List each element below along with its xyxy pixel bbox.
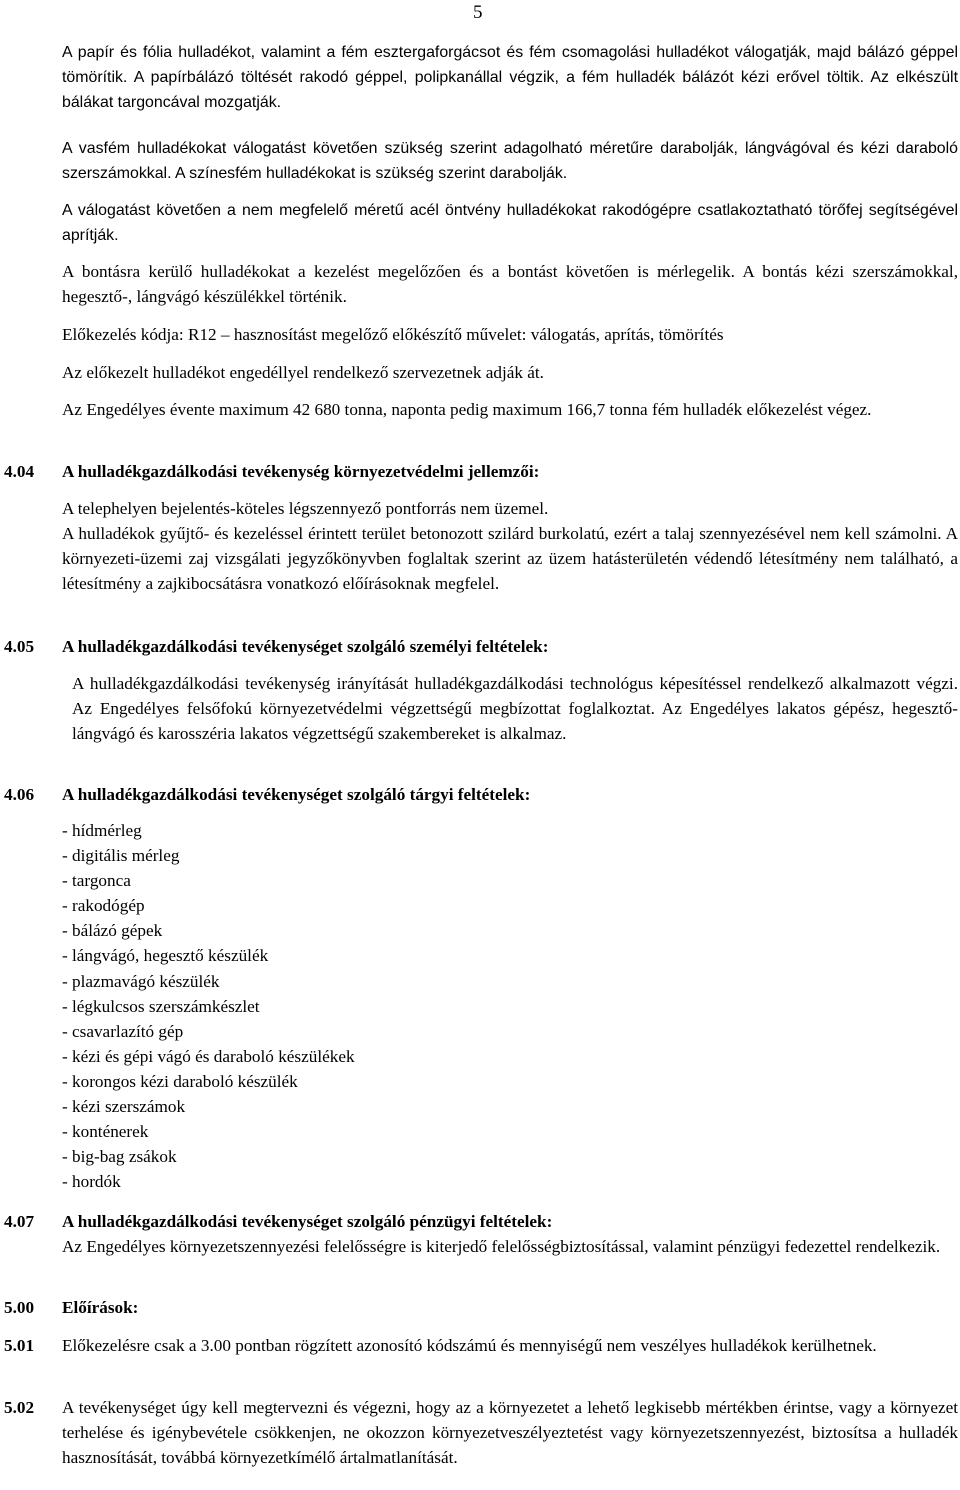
list-item: - targonca xyxy=(62,871,131,891)
section-heading-5-00 xyxy=(4,1295,138,1320)
section-5-02-body: A tevékenységet úgy kell megtervezni és végezni, hogy az a környezetet a lehető legkisebb mértékben érintse, vagy a környezet terhelése és igénybevétele csökkenjen, ne okozzon környezetveszélyeztetést vagy környezetszennyezést, biztosítsa a hulladék hasznosítását, továbbá környezetkímélő ártalmatlanítását. xyxy=(62,1398,958,1467)
paragraph-handover: Az előkezelt hulladékot engedéllyel rendelkező szervezetnek adják át. xyxy=(62,363,544,382)
list-item: - légkulcsos szerszámkészlet xyxy=(62,996,260,1016)
list-item: - lángvágó, hegesztő készülék xyxy=(62,946,269,966)
section-number: 5.02 xyxy=(4,1398,35,1417)
section-4-04-body: A hulladékok gyűjtő- és kezeléssel érintett terület betonozott szilárd burkolatú, ezért a talaj szennyezésével nem kell számolni. A környezeti-üzemi zaj vizsgálati jegyzőkönyvben foglaltak szerint az üzem hatásterületén védendő létesítmény nem található, a létesítmény a zajkibocsátásra vonatkozó előírásoknak megfelel. xyxy=(62,524,958,593)
page-number: 5 xyxy=(473,2,483,23)
equipment-list xyxy=(62,818,355,1194)
paragraph-baling: A papír és fólia hulladékot, valamint a fém esztergaforgácsot és fém csomagolási hulladékot válogatják, majd bálázó géppel tömörítik. A papírbálázó töltését rakodó géppel, polipkanállal végzik, a fém hulladék bálázót kézi erővel töltik. Az elkészült bálákat targoncával mozgatják. xyxy=(62,44,958,111)
section-4-05-body: A hulladékgazdálkodási tevékenység irányítását hulladékgazdálkodási technológus képesítéssel rendelkező alkalmazott végzi. Az Engedélyes felsőfokú környezetvédelmi végzettségű megbízottat foglalkoztat. Az Engedélyes lakatos gépész, hegesztő-lángvágó és karosszéria lakatos végzettségű szakembereket is alkalmaz. xyxy=(72,674,958,743)
section-number: 4.05 xyxy=(4,637,35,656)
list-item: - hordók xyxy=(62,1172,121,1192)
section-title: A hulladékgazdálkodási tevékenységet szolgáló személyi feltételek: xyxy=(62,637,549,656)
section-number: 5.01 xyxy=(4,1336,35,1355)
list-item: - rakodógép xyxy=(62,896,145,916)
paragraph-capacity: Az Engedélyes évente maximum 42 680 tonna, naponta pedig maximum 166,7 tonna fém hulladék előkezelést végez. xyxy=(62,400,872,419)
section-heading-4-07 xyxy=(4,1209,552,1234)
section-4-07-body: Az Engedélyes környezetszennyezési felelősségre is kiterjedő felelősségbiztosítással, valamint pénzügyi fedezettel rendelkezik. xyxy=(62,1237,941,1256)
section-number: 4.06 xyxy=(4,785,35,804)
paragraph-treatment-code: Előkezelés kódja: R12 – hasznosítást megelőző előkészítő művelet: válogatás, aprítás, tömörítés xyxy=(62,325,724,344)
section-title: Előírások: xyxy=(62,1298,139,1317)
section-title: A hulladékgazdálkodási tevékenység környezetvédelmi jellemzői: xyxy=(62,462,540,481)
section-heading-4-06 xyxy=(4,782,530,807)
section-heading-4-05 xyxy=(4,634,548,659)
paragraph-cutting: A vasfém hulladékokat válogatást követően szükség szerint adagolható méretűre darabolják, lángvágóval és kézi daraboló szerszámokkal. A színesfém hulladékokat is szükség szerint darabolják. xyxy=(62,140,958,182)
list-item: - big-bag zsákok xyxy=(62,1147,177,1167)
list-item: - kézi szerszámok xyxy=(62,1097,186,1117)
list-item: - korongos kézi daraboló készülék xyxy=(62,1071,298,1091)
list-item: - konténerek xyxy=(62,1122,149,1142)
list-item: - plazmavágó készülék xyxy=(62,971,220,991)
section-5-01-body: Előkezelésre csak a 3.00 pontban rögzített azonosító kódszámú és mennyiségű nem veszélyes hulladékok kerülhetnek. xyxy=(62,1336,877,1355)
paragraph-crushing: A válogatást követően a nem megfelelő méretű acél öntvény hulladékokat rakodógépre csatlakoztatható törőfej segítségével aprítják. xyxy=(62,202,958,244)
list-item: - bálázó gépek xyxy=(62,921,163,941)
list-item: - kézi és gépi vágó és daraboló készülékek xyxy=(62,1046,355,1066)
section-number: 5.00 xyxy=(4,1298,35,1317)
section-number: 4.04 xyxy=(4,462,35,481)
list-item: - hídmérleg xyxy=(62,821,142,840)
list-item: - csavarlazító gép xyxy=(62,1021,184,1041)
section-4-04-line: A telephelyen bejelentés-köteles légszennyező pontforrás nem üzemel. xyxy=(62,499,549,518)
section-5-01 xyxy=(4,1333,958,1358)
section-number: 4.07 xyxy=(4,1212,35,1231)
section-heading-4-04 xyxy=(4,459,539,484)
section-title: A hulladékgazdálkodási tevékenységet szolgáló tárgyi feltételek: xyxy=(62,785,531,804)
list-item: - digitális mérleg xyxy=(62,846,180,866)
paragraph-weighing: A bontásra kerülő hulladékokat a kezelést megelőzően és a bontást követően is mérlegelik. A bontás kézi szerszámokkal, hegesztő-, lángvágó készülékkel történik. xyxy=(62,262,958,306)
section-5-02 xyxy=(4,1395,958,1470)
section-title: A hulladékgazdálkodási tevékenységet szolgáló pénzügyi feltételek: xyxy=(62,1212,553,1231)
